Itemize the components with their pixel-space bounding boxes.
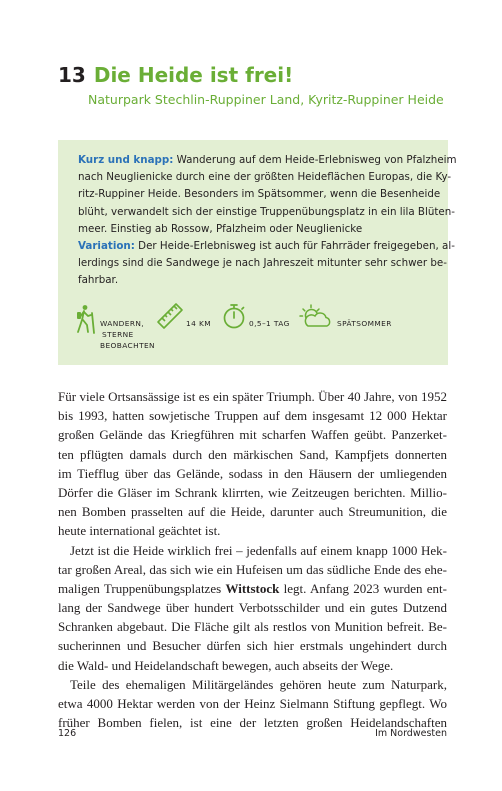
info-line: blüht, verwandelt sich der einstige Truppenübungsplatz in ein lila Blüten- [78, 205, 455, 218]
fact-duration-label: 0,5–1 TAG [249, 319, 290, 328]
chapter-header [58, 62, 458, 107]
info-keyword: Variation: [78, 239, 135, 252]
body-line: lang der Sandwege über hundert Verbotsschilder und ein gutes Dutzend [58, 600, 447, 616]
place-name: Wittstock [225, 580, 280, 596]
body-line: maligen Truppenübungsplatzes Wittstock legt. Anfang 2023 wurden ent- [58, 580, 447, 596]
chapter-title [58, 62, 458, 88]
body-line: sucherinnen und Besucher dürfen sich hier erstmals ungehindert durch [58, 638, 447, 654]
info-keyword: Kurz und knapp: [78, 154, 174, 166]
ruler-icon [156, 302, 184, 330]
body-line: heute international geächtet ist. [58, 523, 221, 539]
page-number: 126 [58, 728, 77, 739]
info-line: meer. Einstieg ab Rossow, Pfalzheim oder Neuglienicke [78, 222, 363, 235]
info-line: ritz-Ruppiner Heide. Besonders im Spätsommer, wenn die Besenheide [78, 188, 441, 201]
chapter-name: Die Heide ist frei! [93, 63, 294, 87]
info-text [78, 152, 457, 290]
body-line: tar großen Areal, das sich wie ein Hufeisen um das südliche Ende des ehe- [58, 561, 447, 577]
info-box [58, 140, 457, 365]
body-line: Schranken abgebaut. Die Fläche gilt als restlos von Munition befreit. Be- [58, 619, 447, 635]
body-line: Teile des ehemaligen Militärgeländes gehören heute zum Naturpark, [70, 676, 447, 692]
body-line: Dörfer die Gläser im Schrank klirrten, wie Zeitzeugen berichten. Millio- [58, 484, 447, 500]
info-line: Variation: Der Heide-Erlebnisweg ist auch für Fahrräder freigegeben, al- [78, 239, 455, 252]
fact-activity-label: WANDERN, STERNE BEOBACHTEN [100, 319, 155, 350]
body-line: etwa 4000 Hektar werden von der Heinz Sielmann Stiftung gepflegt. Wo [58, 696, 447, 711]
body-line: früher Bomben fielen, ist eine der letzten großen Heidelandschaften [58, 715, 447, 731]
fact-duration [222, 303, 246, 329]
running-head: Im Nordwesten [375, 728, 447, 739]
info-line: Kurz und knapp: Wanderung auf dem Heide-Erlebnisweg von Pfalzheim [78, 154, 457, 166]
hiker-icon [74, 304, 96, 334]
chapter-subtitle: Naturpark Stechlin-Ruppiner Land, Kyritz-Ruppiner Heide [88, 92, 444, 107]
fact-activity [74, 304, 96, 334]
body-line: bis 1993, hatten sowjetische Truppen auf dem insgesamt 12 000 Hektar [58, 408, 447, 424]
info-line: fahrbar. [78, 274, 119, 287]
body-line: Für viele Ortsansässige ist es ein später Triumph. Über 40 Jahre, von 1952 [58, 389, 447, 404]
body-line: die Wald- und Heidelandschaft bewegen, auch abseits der Wege. [58, 657, 394, 673]
stopwatch-icon [222, 303, 246, 329]
info-line: nach Neuglienicke durch eine der größten Heideflächen Europas, die Ky- [78, 171, 452, 184]
sun-cloud-icon [298, 304, 332, 330]
body-line: großen Gelände das Kriegführen mit scharfen Waffen geübt. Panzerket- [58, 427, 447, 443]
body-line: im Tiefflug über das Gelände, sodass in den Häusern der umliegenden [58, 465, 447, 481]
info-line: lerdings sind die Sandwege je nach Jahreszeit mitunter sehr schwer be- [78, 257, 447, 270]
fact-season-label: SPÄTSOMMER [337, 319, 392, 328]
body-text [58, 387, 447, 732]
facts-row [74, 304, 434, 358]
chapter-number: 13 [58, 63, 86, 87]
body-line: nen Bomben prasselten auf die Heide, darunter auch Streumunition, die [58, 504, 447, 520]
fact-season [298, 304, 332, 330]
fact-distance-label: 14 KM [186, 319, 211, 328]
body-line: ten pflügten damals durch den märkischen Sand, Kampfjets donnerten [58, 446, 447, 462]
fact-distance [156, 302, 184, 330]
body-line: Jetzt ist die Heide wirklich frei – jedenfalls auf einem knapp 1000 Hek- [70, 542, 447, 558]
